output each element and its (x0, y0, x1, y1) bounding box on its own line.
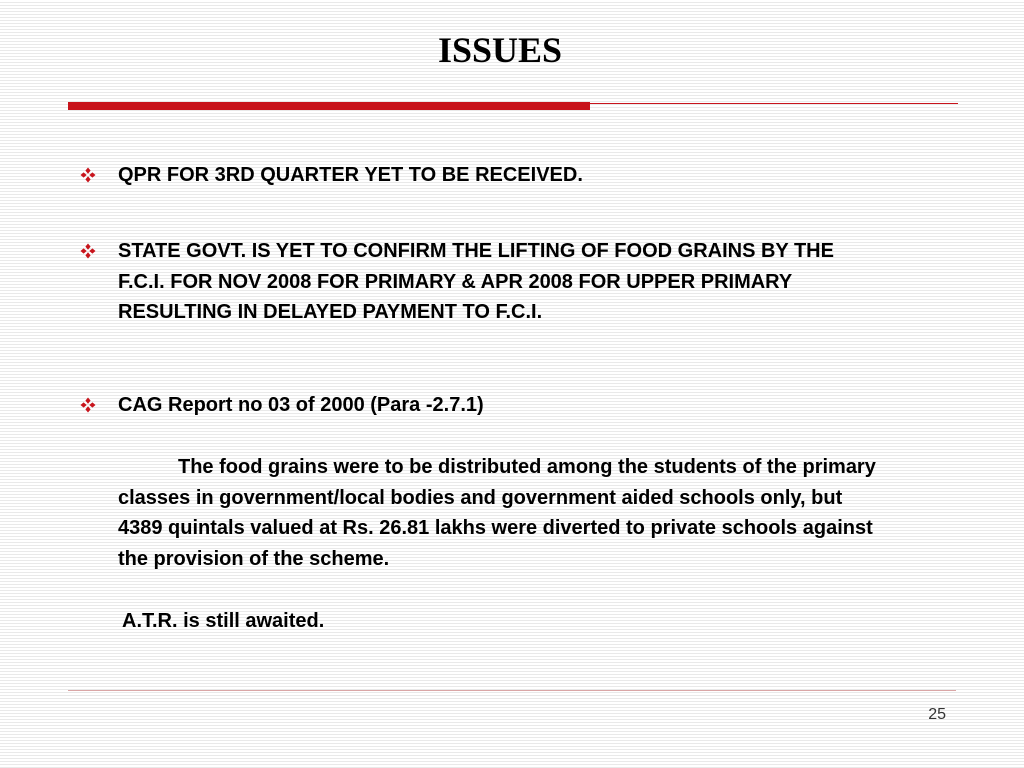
four-diamond-bullet-icon (80, 160, 118, 190)
footer-divider (68, 690, 956, 691)
four-diamond-bullet-icon (80, 236, 118, 266)
bullet-text: STATE GOVT. IS YET TO CONFIRM THE LIFTING OF FOOD GRAINS BY THE F.C.I. FOR NOV 2008 FOR PRIMARY & APR 2008 FOR UPPER PRIMARY RESULTING IN DELAYED PAYMENT TO F.C.I. (118, 240, 834, 323)
bullet-text: QPR FOR 3RD QUARTER YET TO BE RECEIVED. (118, 164, 583, 186)
bullet-item-qpr (80, 160, 880, 191)
four-diamond-bullet-icon (80, 390, 118, 420)
title-underline-thick (68, 102, 590, 110)
cag-paragraph: The food grains were to be distributed among the students of the primary classes in government/local bodies and government aided schools only, but 4389 quintals valued at Rs. 26.81 lakhs were diverted to private schools against the provision of the scheme. (118, 456, 876, 570)
bullet-text: CAG Report no 03 of 2000 (Para -2.7.1) (118, 394, 484, 416)
bullet-item-food-grains (80, 236, 840, 328)
title-underline-thin (590, 103, 958, 104)
bullet-item-cag-report (80, 390, 880, 421)
atr-note: A.T.R. is still awaited. (122, 610, 325, 632)
page-number: 25 (928, 706, 946, 723)
slide-title: ISSUES (437, 30, 563, 70)
